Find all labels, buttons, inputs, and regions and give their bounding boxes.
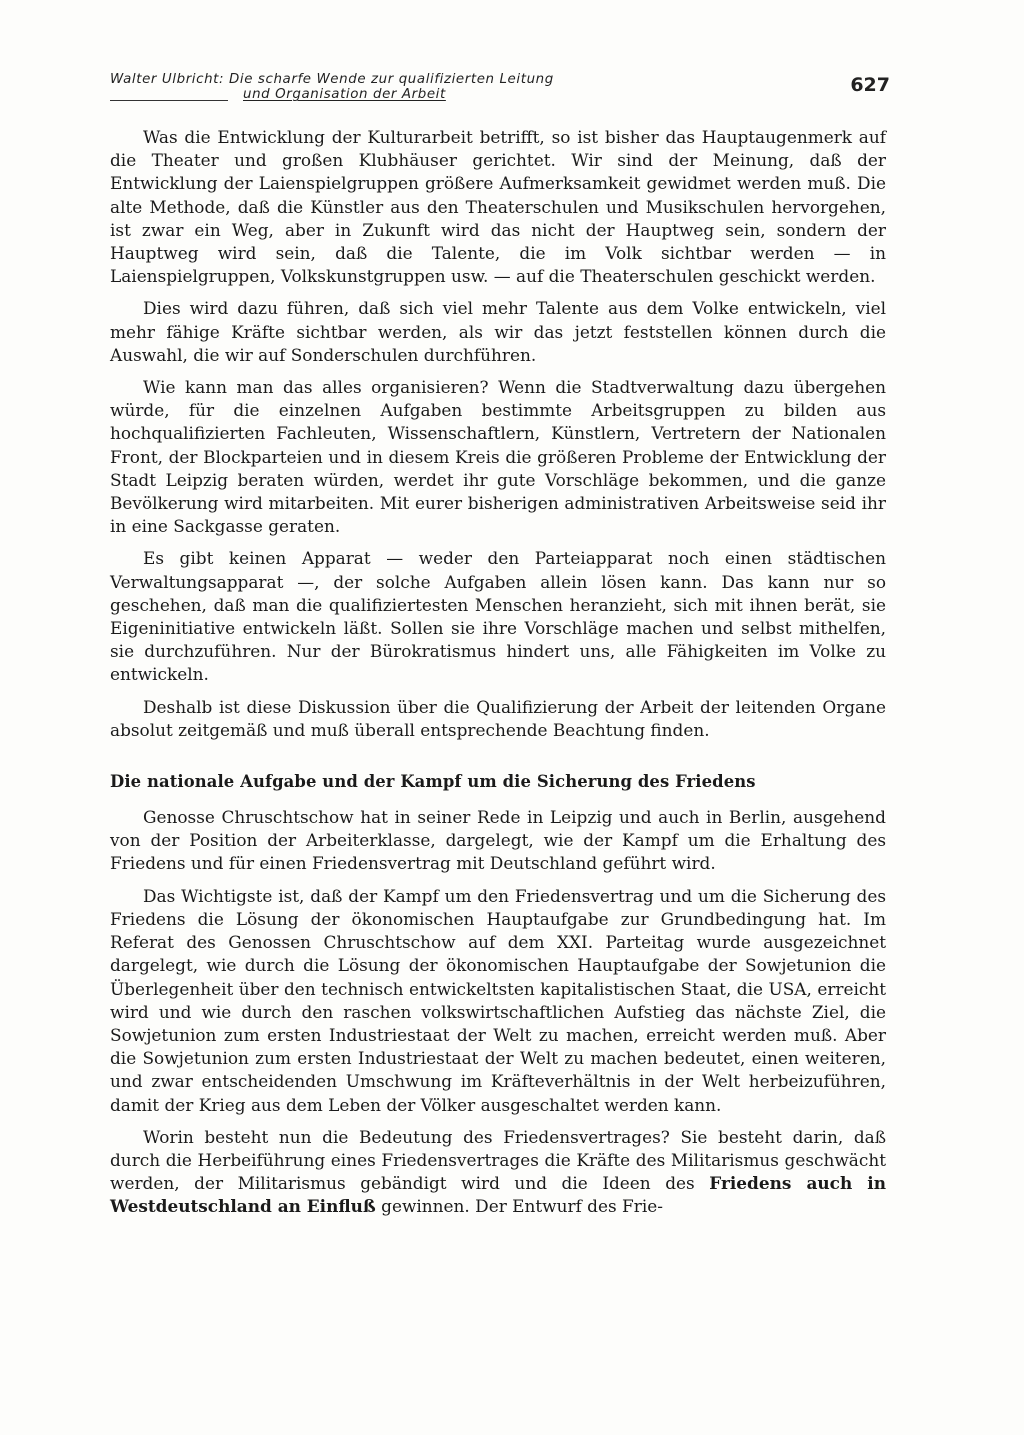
- paragraph-3: Wie kann man das alles organisieren? Wenn die Stadtverwaltung dazu übergehen würde, für die einzelnen Aufgaben bestimmte Arbeitsgruppen zu bilden aus hochqualifizierten Fachleuten, Wissenschaftlern, Künstlern, Vertretern der Nationalen Front, der Blockparteien und in diesem Kreis die größeren Probleme der Entwicklung der Stadt Leipzig beraten würden, werdet ihr gute Vorschläge bekommen, und die ganze Bevölkerung wird mitarbeiten. Mit eurer bisherigen administrativen Arbeitsweise seid ihr in eine Sackgasse geraten.: [110, 377, 886, 537]
- section-heading: Die nationale Aufgabe und der Kampf um die Sicherung des Friedens: [110, 772, 756, 792]
- section-paragraph-1: Genosse Chruschtschow hat in seiner Rede in Leipzig und auch in Berlin, ausgehend von der Position der Arbeiterklasse, dargelegt, wie der Kampf um die Erhaltung des Friedens und für einen Friedensvertrag mit Deutschland geführt wird.: [110, 807, 886, 874]
- section-paragraph-3: [110, 1126, 886, 1219]
- running-head: [110, 72, 890, 106]
- body-text: [110, 126, 886, 1228]
- paragraph-1: Was die Entwicklung der Kulturarbeit betrifft, so ist bisher das Hauptaugenmerk auf die Theater und großen Klubhäuser gerichtet. Wir sind der Meinung, daß der Entwicklung der Laienspielgruppen größere Aufmerksamkeit gewidmet werden muß. Die alte Methode, daß die Künstler aus den Theaterschulen und Musikschulen hervorgehen, ist zwar ein Weg, aber in Zukunft wird das nicht der Hauptweg sein, sondern der Hauptweg wird sein, daß die Talente, die im Volk sichtbar werden — in Laienspielgruppen, Volkskunstgruppen usw. — auf die Theaterschulen geschickt werden.: [110, 127, 886, 287]
- running-head-title: [110, 72, 890, 102]
- paragraph-5: Deshalb ist diese Diskussion über die Qualifizierung der Arbeit der leitenden Organe absolut zeitgemäß und muß überall entsprechende Beachtung finden.: [110, 696, 886, 740]
- paragraph-2: Dies wird dazu führen, daß sich viel mehr Talente aus dem Volke entwickeln, viel mehr fähige Kräfte sichtbar werden, als wir das jetzt feststellen können durch die Auswahl, die wir auf Sonderschulen durchführen.: [110, 298, 886, 365]
- running-head-rule: [110, 100, 228, 101]
- running-head-line-2: und Organisation der Arbeit: [243, 87, 446, 102]
- section-paragraph-3-bold: Friedens auch in Westdeutschland an Einfluß: [110, 1173, 887, 1217]
- running-head-line-1: Walter Ulbricht: Die scharfe Wende zur qualifizierten Leitung: [110, 72, 554, 87]
- page-number: 627: [850, 74, 890, 96]
- paragraph-4: Es gibt keinen Apparat — weder den Parteiapparat noch einen städtischen Verwaltungsapparat —, der solche Aufgaben allein lösen kann. Das kann nur so geschehen, daß man die qualifiziertesten Menschen heranzieht, sich mit ihnen berät, sie Eigeninitiative entwickeln läßt. Sollen sie ihre Vorschläge machen und selbst mithelfen, sie durchzuführen. Nur der Bürokratismus hindert uns, alle Fähigkeiten im Volke zu entwickeln.: [110, 548, 886, 685]
- section-paragraph-2: Das Wichtigste ist, daß der Kampf um den Friedensvertrag und um die Sicherung des Friedens die Lösung der ökonomischen Hauptaufgabe zur Grundbedingung hat. Im Referat des Genossen Chruschtschow auf dem XXI. Parteitag wurde ausgezeichnet dargelegt, wie durch die Lösung der ökonomischen Hauptaufgabe der Sowjetunion die Überlegenheit über den technisch entwickeltsten kapitalistischen Staat, die USA, erreicht wird und wie durch den raschen volkswirtschaftlichen Aufstieg das nächste Ziel, die Sowjetunion zum ersten Industriestaat der Welt zu machen, erreicht werden muß. Aber die Sowjetunion zum ersten Industriestaat der Welt zu machen bedeutet, einen weiteren, und zwar entscheidenden Umschwung im Kräfteverhältnis in der Welt herbeizuführen, damit der Krieg aus dem Leben der Völker ausgeschaltet werden kann.: [110, 885, 886, 1115]
- section-paragraph-3-part-1: Worin besteht nun die Bedeutung des Friedensvertrages? Sie besteht darin, daß durch die Herbeiführung eines Friedensvertrages die Kräfte des Militarismus geschwächt werden, der Militarismus gebändigt wird und die Ideen des: [110, 1126, 886, 1194]
- section-paragraph-3-part-2: gewinnen. Der Entwurf des Frie-: [375, 1196, 663, 1217]
